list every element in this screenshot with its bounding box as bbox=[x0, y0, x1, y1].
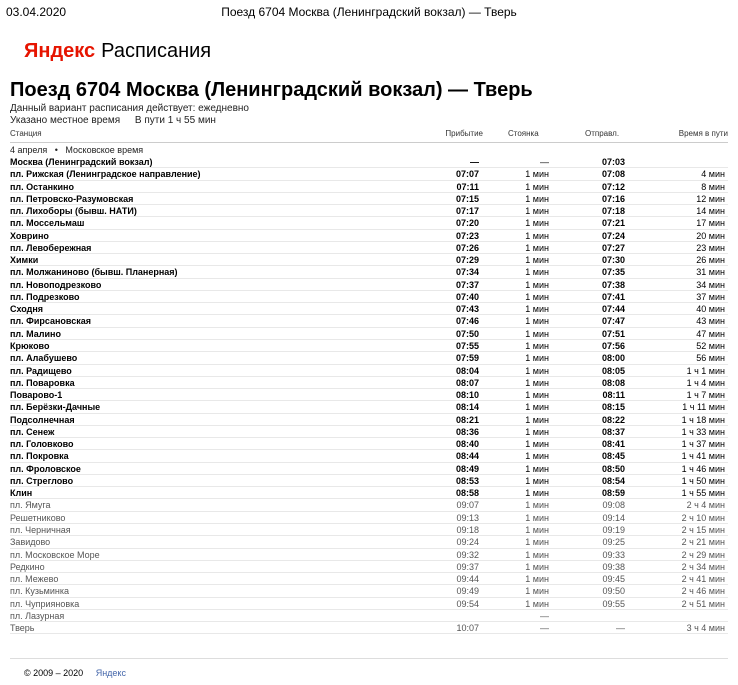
travel-time: 4 мин bbox=[701, 169, 725, 180]
arrival-time: 10:07 bbox=[456, 623, 479, 634]
stop-duration: 1 мин bbox=[525, 574, 549, 585]
stop-duration: — bbox=[540, 610, 549, 621]
footer-yandex-link[interactable]: Яндекс bbox=[95, 668, 126, 678]
travel-time: 8 мин bbox=[701, 181, 725, 192]
arrival-time: 08:36 bbox=[455, 426, 479, 437]
departure-time: 07:51 bbox=[601, 328, 625, 339]
station-name[interactable]: пл. Останкино bbox=[10, 181, 74, 192]
departure-time: 09:45 bbox=[602, 574, 625, 585]
departure-time: 07:08 bbox=[601, 169, 625, 180]
table-header bbox=[10, 128, 728, 140]
arrival-time: 08:21 bbox=[455, 414, 479, 425]
station-name[interactable]: Тверь bbox=[10, 623, 35, 634]
stop-duration: 1 мин bbox=[525, 328, 549, 339]
departure-time: 08:50 bbox=[601, 463, 625, 474]
departure-time: — bbox=[616, 623, 625, 634]
travel-time: 17 мин bbox=[696, 218, 725, 229]
travel-time: 2 ч 41 мин bbox=[681, 574, 725, 585]
arrival-time: 09:44 bbox=[456, 574, 479, 585]
table-row bbox=[10, 230, 728, 242]
time-note: Указано местное время bbox=[10, 115, 121, 126]
departure-time: 07:18 bbox=[601, 206, 625, 217]
table-row bbox=[10, 414, 728, 426]
table-row bbox=[10, 266, 728, 278]
station-name[interactable]: пл. Фроловское bbox=[10, 463, 81, 474]
table-row bbox=[10, 181, 728, 193]
departure-time: 08:54 bbox=[601, 475, 625, 486]
stop-duration: 1 мин bbox=[525, 193, 549, 204]
table-row bbox=[10, 352, 728, 364]
departure-time: 08:05 bbox=[601, 365, 625, 376]
stop-duration: 1 мин bbox=[525, 291, 549, 302]
travel-time: 1 ч 33 мин bbox=[681, 426, 725, 437]
station-name[interactable]: Клин bbox=[10, 488, 33, 499]
header-arrival: Прибытие bbox=[445, 129, 483, 138]
station-name[interactable]: Поварово-1 bbox=[10, 390, 63, 401]
stop-duration: 1 мин bbox=[525, 475, 549, 486]
arrival-time: 09:18 bbox=[456, 524, 479, 535]
header-travel-time: Время в пути bbox=[678, 129, 728, 138]
table-row bbox=[10, 438, 728, 450]
arrival-time: 07:37 bbox=[455, 279, 479, 290]
logo-brand: Яндекс bbox=[24, 40, 96, 62]
station-name[interactable]: пл. Рижская (Ленинградское направление) bbox=[10, 169, 201, 180]
departure-time: 07:38 bbox=[601, 279, 625, 290]
stop-duration: 1 мин bbox=[525, 549, 549, 560]
table-row bbox=[10, 193, 728, 205]
station-name[interactable]: пл. Головково bbox=[10, 439, 74, 450]
table-row bbox=[10, 475, 728, 487]
station-name[interactable]: пл. Молжаниново (бывш. Планерная) bbox=[10, 267, 178, 278]
departure-time: 09:50 bbox=[602, 586, 625, 597]
arrival-time: 09:49 bbox=[456, 586, 479, 597]
stop-duration: 1 мин bbox=[525, 230, 549, 241]
departure-time: 09:33 bbox=[602, 549, 625, 560]
departure-time: 09:14 bbox=[602, 512, 625, 523]
departure-time: 07:24 bbox=[601, 230, 625, 241]
schedule-rows bbox=[10, 156, 728, 634]
station-name[interactable]: пл. Лазурная bbox=[10, 610, 65, 621]
station-name[interactable]: пл. Подрезково bbox=[10, 291, 80, 302]
arrival-time: 07:43 bbox=[455, 304, 479, 315]
arrival-time: 08:10 bbox=[455, 390, 479, 401]
travel-time: 2 ч 10 мин bbox=[681, 512, 725, 523]
header-departure: Отправл. bbox=[585, 129, 620, 138]
stop-duration: 1 мин bbox=[525, 377, 549, 388]
arrival-time: 08:14 bbox=[455, 402, 479, 413]
travel-time: 2 ч 21 мин bbox=[681, 537, 725, 548]
arrival-time: 07:15 bbox=[455, 193, 479, 204]
departure-time: 07:47 bbox=[601, 316, 625, 327]
table-row bbox=[10, 487, 728, 499]
table-row bbox=[10, 205, 728, 217]
stop-duration: 1 мин bbox=[525, 524, 549, 535]
stop-duration: 1 мин bbox=[525, 353, 549, 364]
stop-duration: 1 мин bbox=[525, 561, 549, 572]
stop-duration: 1 мин bbox=[525, 586, 549, 597]
table-row bbox=[10, 450, 728, 462]
stop-duration: 1 мин bbox=[525, 402, 549, 413]
print-date: 03.04.2020 bbox=[6, 5, 67, 19]
arrival-time: 08:40 bbox=[455, 439, 479, 450]
station-name[interactable]: Москва (Ленинградский вокзал) bbox=[10, 157, 153, 167]
station-name[interactable]: Ховрино bbox=[10, 230, 49, 241]
stop-duration: 1 мин bbox=[525, 218, 549, 229]
table-row bbox=[10, 499, 728, 511]
stop-duration: 1 мин bbox=[525, 598, 549, 609]
logo-service: Расписания bbox=[101, 40, 212, 62]
travel-time: 1 ч 1 мин bbox=[686, 365, 725, 376]
travel-time: 3 ч 4 мин bbox=[686, 623, 725, 634]
stop-duration: 1 мин bbox=[525, 426, 549, 437]
table-row bbox=[10, 315, 728, 327]
departure-time: 07:21 bbox=[601, 218, 625, 229]
page-title: Поезд 6704 Москва (Ленинградский вокзал) — Тверь bbox=[10, 79, 533, 101]
station-name[interactable]: Химки bbox=[10, 255, 39, 266]
stop-duration: 1 мин bbox=[525, 181, 549, 192]
stop-duration: 1 мин bbox=[525, 206, 549, 217]
departure-time: 08:59 bbox=[601, 488, 625, 499]
departure-time: 09:38 bbox=[602, 561, 625, 572]
arrival-time: 09:32 bbox=[456, 549, 479, 560]
departure-time: 07:03 bbox=[601, 157, 625, 167]
arrival-time: 07:23 bbox=[455, 230, 479, 241]
station-name[interactable]: пл. Левобережная bbox=[10, 242, 92, 253]
departure-time: 07:27 bbox=[601, 242, 625, 253]
station-name[interactable]: пл. Стреглово bbox=[10, 475, 74, 486]
travel-time: 2 ч 51 мин bbox=[681, 598, 725, 609]
stop-duration: — bbox=[540, 157, 549, 167]
station-name[interactable]: пл. Фирсановская bbox=[10, 316, 91, 327]
table-row bbox=[10, 524, 728, 536]
arrival-time: 07:11 bbox=[456, 181, 479, 192]
arrival-time: 07:59 bbox=[455, 353, 479, 364]
station-name[interactable]: Завидово bbox=[10, 537, 51, 548]
departure-time: 08:22 bbox=[601, 414, 625, 425]
station-name[interactable]: Решетниково bbox=[10, 512, 66, 523]
departure-time: 09:25 bbox=[602, 537, 625, 548]
arrival-time: 08:58 bbox=[455, 488, 479, 499]
table-row bbox=[10, 585, 728, 597]
table-row bbox=[10, 598, 728, 610]
travel-time: 37 мин bbox=[696, 291, 725, 302]
departure-time: 08:11 bbox=[602, 390, 625, 401]
arrival-time: 07:46 bbox=[455, 316, 479, 327]
station-name[interactable]: пл. Радищево bbox=[10, 365, 72, 376]
station-name[interactable]: пл. Алабушево bbox=[10, 353, 78, 364]
group-date: 4 апреля bbox=[10, 145, 48, 155]
table-row bbox=[10, 328, 728, 340]
arrival-time: 07:07 bbox=[455, 169, 479, 180]
arrival-time: 08:49 bbox=[455, 463, 479, 474]
schedule-validity: Данный вариант расписания действует: ежедневно bbox=[10, 103, 249, 114]
station-name[interactable]: пл. Московское Море bbox=[10, 549, 100, 560]
travel-time: 1 ч 4 мин bbox=[686, 377, 725, 388]
table-row bbox=[10, 573, 728, 585]
travel-duration: В пути 1 ч 55 мин bbox=[134, 115, 216, 126]
table-row bbox=[10, 549, 728, 561]
print-header bbox=[0, 0, 738, 24]
departure-time: 09:08 bbox=[602, 500, 625, 511]
departure-time: 08:08 bbox=[601, 377, 625, 388]
arrival-time: 08:07 bbox=[455, 377, 479, 388]
station-name[interactable]: Сходня bbox=[10, 304, 44, 315]
station-name[interactable]: пл. Новоподрезково bbox=[10, 279, 102, 290]
travel-time: 12 мин bbox=[696, 193, 725, 204]
table-row bbox=[10, 401, 728, 413]
departure-time: 09:19 bbox=[602, 524, 625, 535]
travel-time: 1 ч 55 мин bbox=[681, 488, 725, 499]
stop-duration: 1 мин bbox=[525, 279, 549, 290]
stop-duration: 1 мин bbox=[525, 169, 549, 180]
station-name[interactable]: Подсолнечная bbox=[10, 414, 75, 425]
stop-duration: 1 мин bbox=[525, 365, 549, 376]
travel-time: 56 мин bbox=[696, 353, 725, 364]
travel-time: 52 мин bbox=[696, 340, 725, 351]
departure-time: 08:37 bbox=[601, 426, 625, 437]
station-name[interactable]: пл. Лихоборы (бывш. НАТИ) bbox=[10, 206, 137, 217]
stop-duration: 1 мин bbox=[525, 512, 549, 523]
group-timezone: Московское время bbox=[65, 145, 144, 155]
travel-time: 20 мин bbox=[696, 230, 725, 241]
arrival-time: 08:44 bbox=[455, 451, 479, 462]
arrival-time: 09:37 bbox=[456, 561, 479, 572]
travel-time: 1 ч 18 мин bbox=[681, 414, 725, 425]
stop-duration: 1 мин bbox=[525, 463, 549, 474]
arrival-time: 07:17 bbox=[455, 206, 479, 217]
arrival-time: 09:13 bbox=[456, 512, 479, 523]
arrival-time: 07:29 bbox=[455, 255, 479, 266]
table-row bbox=[10, 168, 728, 180]
travel-time: 43 мин bbox=[696, 316, 725, 327]
arrival-time: 07:20 bbox=[455, 218, 479, 229]
table-row bbox=[10, 512, 728, 524]
departure-time: 07:35 bbox=[601, 267, 625, 278]
table-row bbox=[10, 536, 728, 548]
table-row bbox=[10, 242, 728, 254]
travel-time: 34 мин bbox=[696, 279, 725, 290]
travel-time: 2 ч 29 мин bbox=[681, 549, 725, 560]
station-name[interactable]: пл. Малино bbox=[10, 328, 61, 339]
station-name[interactable]: пл. Межево bbox=[10, 574, 59, 585]
departure-time: 07:56 bbox=[601, 340, 625, 351]
table-row bbox=[10, 622, 728, 634]
departure-time: 07:41 bbox=[601, 291, 625, 302]
stop-duration: 1 мин bbox=[525, 316, 549, 327]
stop-duration: 1 мин bbox=[525, 255, 549, 266]
station-name[interactable]: Редкино bbox=[10, 561, 45, 572]
stop-duration: 1 мин bbox=[525, 267, 549, 278]
table-row bbox=[10, 217, 728, 229]
travel-time: 1 ч 37 мин bbox=[681, 439, 725, 450]
stop-duration: 1 мин bbox=[525, 500, 549, 511]
table-row bbox=[10, 291, 728, 303]
table-row bbox=[10, 426, 728, 438]
departure-time: 08:41 bbox=[601, 439, 625, 450]
arrival-time: 09:54 bbox=[456, 598, 479, 609]
arrival-time: 07:50 bbox=[455, 328, 479, 339]
footer bbox=[24, 667, 126, 679]
arrival-time: 07:40 bbox=[455, 291, 479, 302]
footer-copyright: © 2009 – 2020 bbox=[24, 668, 84, 678]
arrival-time: 09:24 bbox=[456, 537, 479, 548]
arrival-time: 07:34 bbox=[455, 267, 479, 278]
arrival-time: 08:04 bbox=[455, 365, 479, 376]
stop-duration: 1 мин bbox=[525, 340, 549, 351]
station-name[interactable]: пл. Берёзки-Дачные bbox=[10, 402, 101, 413]
station-name[interactable]: Крюково bbox=[10, 340, 50, 351]
travel-time: 26 мин bbox=[696, 255, 725, 266]
date-group-header bbox=[10, 145, 728, 156]
header-stop: Стоянка bbox=[508, 129, 539, 138]
yandex-schedule-logo[interactable] bbox=[24, 38, 211, 64]
schedule-table bbox=[10, 128, 728, 634]
group-separator: • bbox=[54, 145, 58, 155]
departure-time: 08:15 bbox=[601, 402, 625, 413]
travel-time: 23 мин bbox=[696, 242, 725, 253]
station-name[interactable]: пл. Поваровка bbox=[10, 377, 75, 388]
departure-time: 08:00 bbox=[601, 353, 625, 364]
stop-duration: 1 мин bbox=[525, 451, 549, 462]
stop-duration: 1 мин bbox=[525, 304, 549, 315]
stop-duration: 1 мин bbox=[525, 414, 549, 425]
travel-time: 2 ч 15 мин bbox=[681, 524, 725, 535]
header-divider bbox=[10, 142, 728, 143]
table-row bbox=[10, 279, 728, 291]
travel-time: 1 ч 41 мин bbox=[681, 451, 725, 462]
header-station: Станция bbox=[10, 129, 42, 138]
travel-time: 47 мин bbox=[696, 328, 725, 339]
table-row bbox=[10, 389, 728, 401]
arrival-time: — bbox=[470, 157, 479, 167]
stop-duration: 1 мин bbox=[525, 488, 549, 499]
station-name[interactable]: пл. Черничная bbox=[10, 524, 71, 535]
table-row bbox=[10, 254, 728, 266]
stop-duration: 1 мин bbox=[525, 242, 549, 253]
travel-time: 2 ч 34 мин bbox=[681, 561, 725, 572]
travel-time: 2 ч 4 мин bbox=[686, 500, 725, 511]
time-note-line bbox=[10, 115, 216, 127]
station-name[interactable]: пл. Сенеж bbox=[10, 426, 55, 437]
station-name[interactable]: пл. Чуприяновка bbox=[10, 598, 80, 609]
departure-time: 07:44 bbox=[601, 304, 625, 315]
stop-duration: 1 мин bbox=[525, 390, 549, 401]
travel-time: 31 мин bbox=[696, 267, 725, 278]
travel-time: 1 ч 50 мин bbox=[681, 475, 725, 486]
station-name[interactable]: пл. Петровско-Разумовская bbox=[10, 193, 134, 204]
travel-time: 1 ч 11 мин bbox=[682, 402, 725, 413]
departure-time: 07:16 bbox=[601, 193, 625, 204]
station-name[interactable]: пл. Ямуга bbox=[10, 500, 51, 511]
table-row bbox=[10, 561, 728, 573]
stop-duration: 1 мин bbox=[525, 537, 549, 548]
departure-time: 07:30 bbox=[601, 255, 625, 266]
table-row bbox=[10, 377, 728, 389]
travel-time: 1 ч 7 мин bbox=[686, 390, 725, 401]
print-title: Поезд 6704 Москва (Ленинградский вокзал) — Тверь bbox=[221, 5, 517, 19]
arrival-time: 07:55 bbox=[455, 340, 479, 351]
station-name[interactable]: пл. Кузьминка bbox=[10, 586, 70, 597]
travel-time: 1 ч 46 мин bbox=[681, 463, 725, 474]
travel-time: 2 ч 46 мин bbox=[681, 586, 725, 597]
stop-duration: — bbox=[540, 623, 549, 634]
table-row bbox=[10, 303, 728, 315]
stop-duration: 1 мин bbox=[525, 439, 549, 450]
table-row bbox=[10, 340, 728, 352]
travel-time: 40 мин bbox=[696, 304, 725, 315]
departure-time: 07:12 bbox=[601, 181, 625, 192]
departure-time: 08:45 bbox=[601, 451, 625, 462]
footer-divider bbox=[10, 658, 728, 659]
arrival-time: 07:26 bbox=[455, 242, 479, 253]
arrival-time: 08:53 bbox=[455, 475, 479, 486]
arrival-time: 09:07 bbox=[456, 500, 479, 511]
station-name[interactable]: пл. Моссельмаш bbox=[10, 218, 85, 229]
table-row bbox=[10, 156, 728, 168]
table-row bbox=[10, 365, 728, 377]
departure-time: 09:55 bbox=[602, 598, 625, 609]
station-name[interactable]: пл. Покровка bbox=[10, 451, 69, 462]
table-row bbox=[10, 463, 728, 475]
table-row bbox=[10, 610, 728, 622]
travel-time: 14 мин bbox=[696, 206, 725, 217]
